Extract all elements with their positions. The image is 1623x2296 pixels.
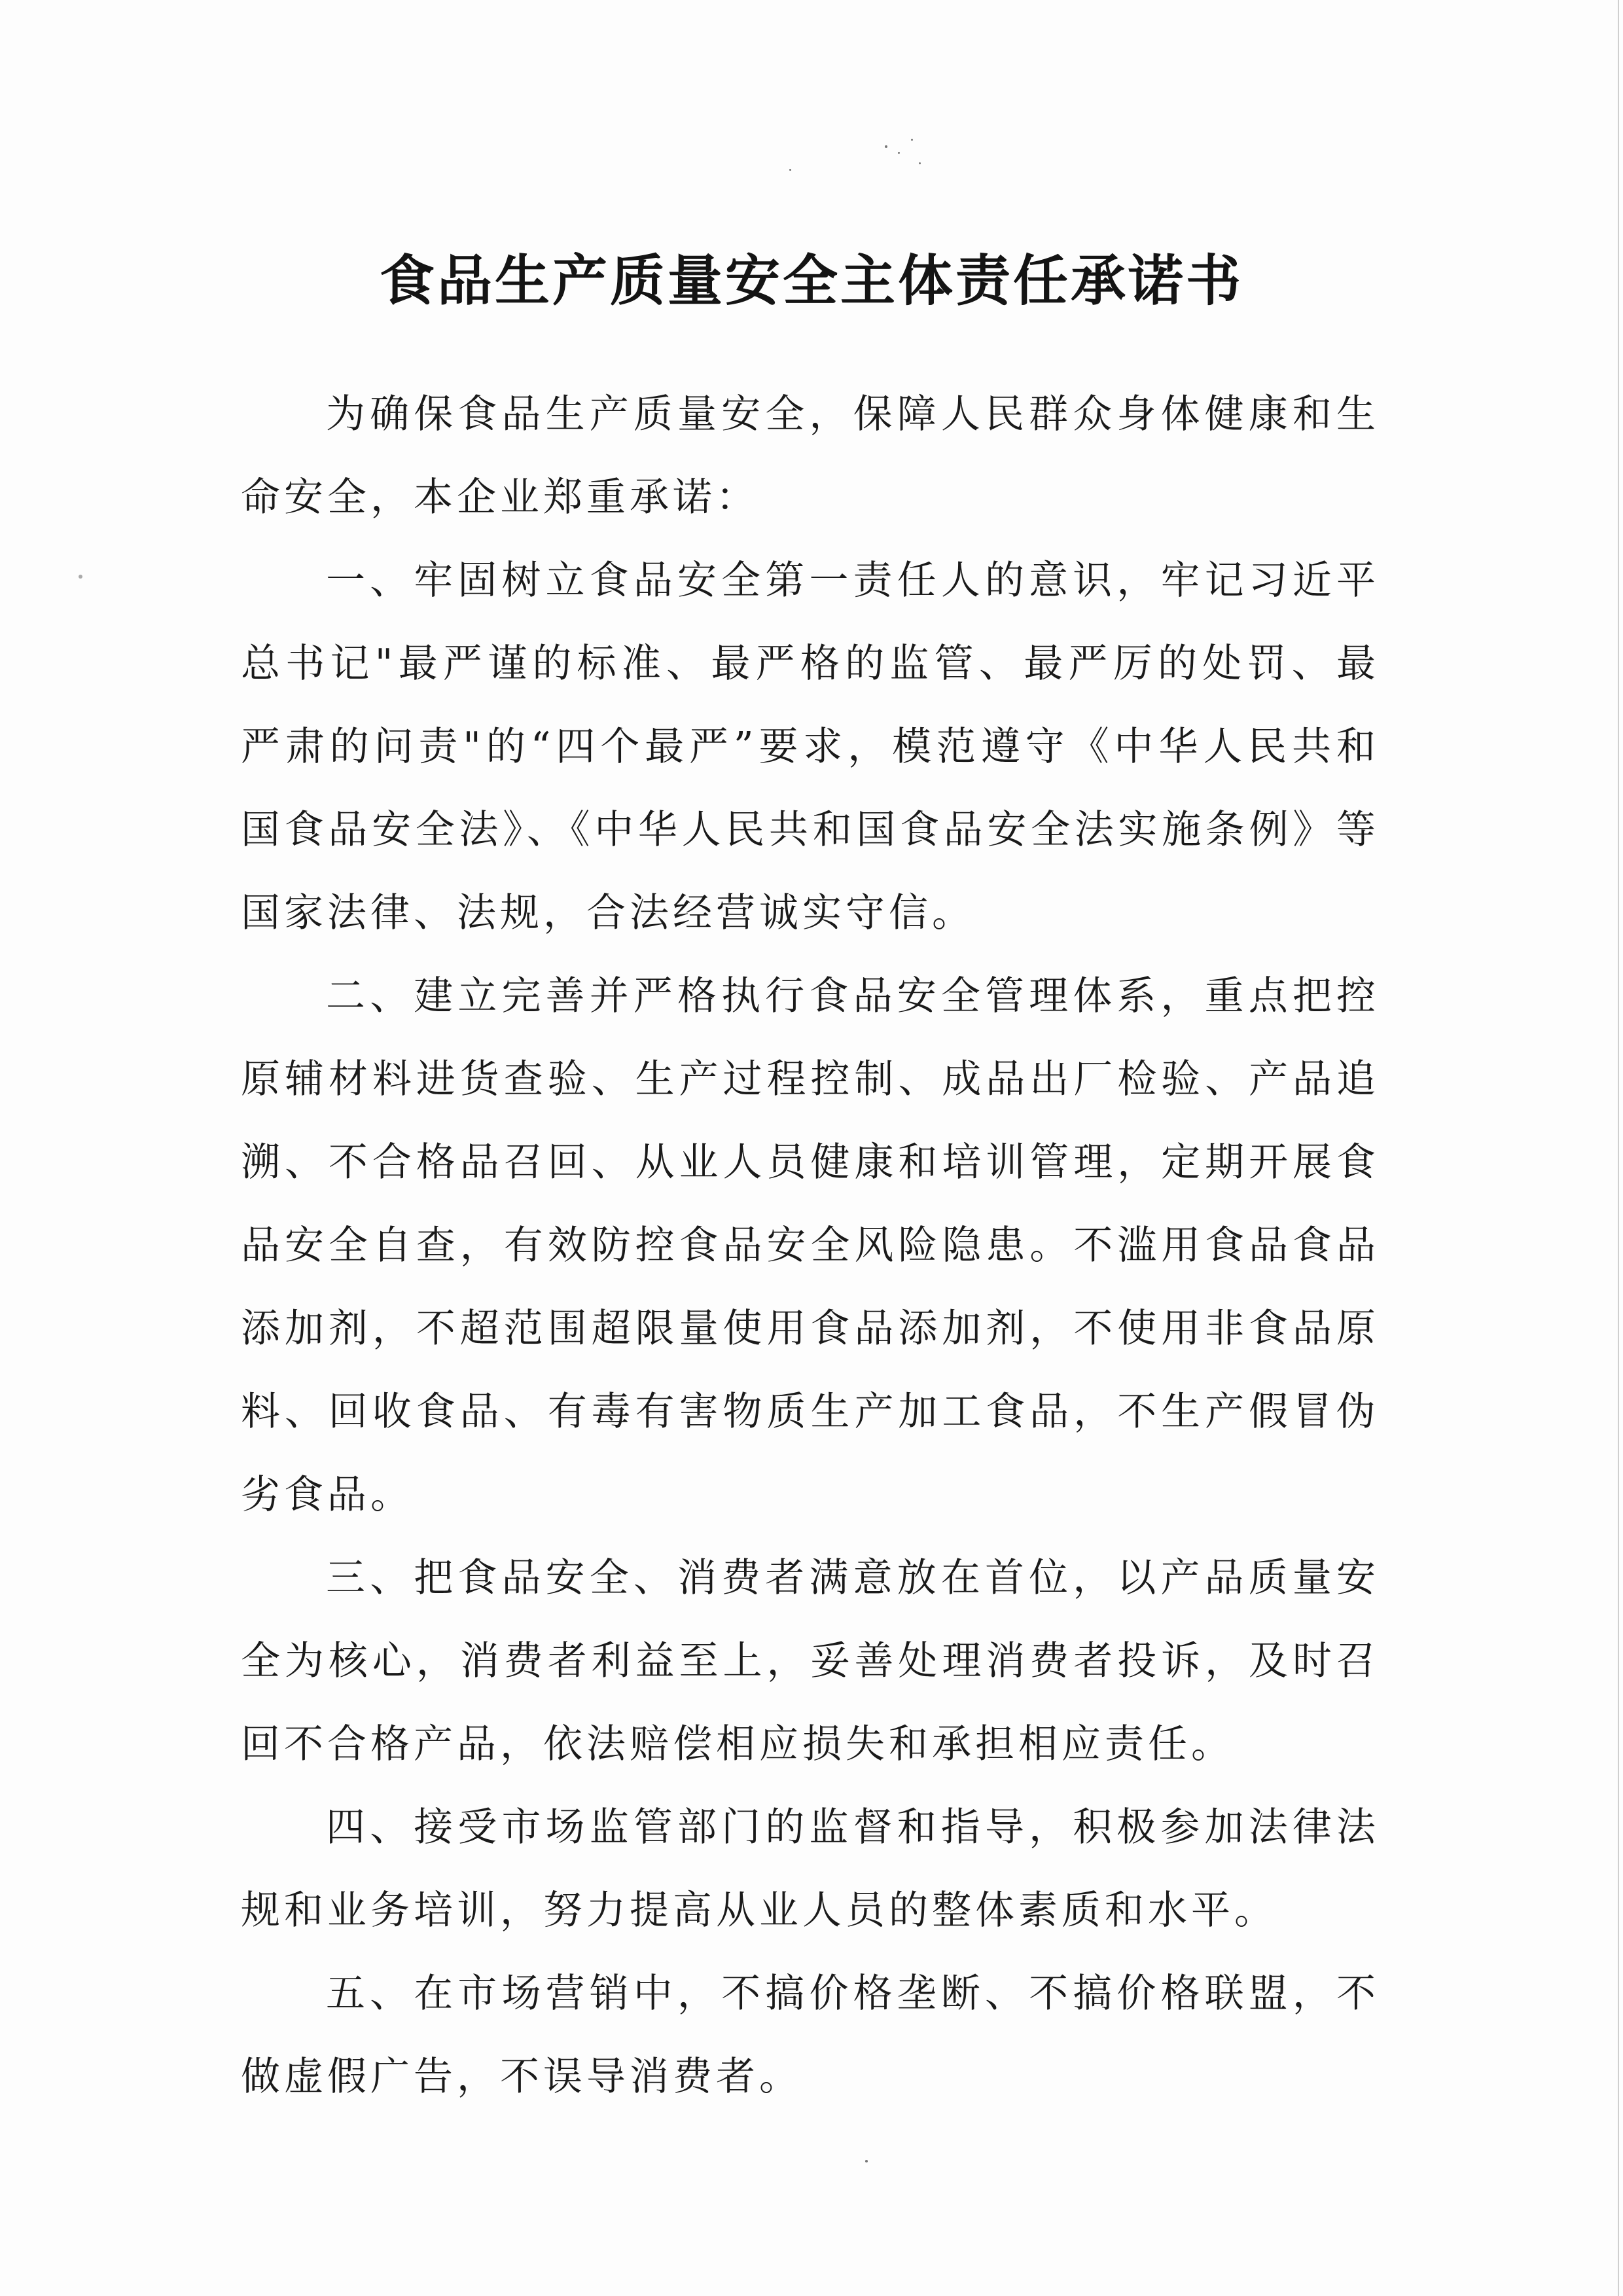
scan-speck [919, 162, 921, 164]
document-title: 食品生产质量安全主体责任承诺书 [379, 249, 1243, 314]
scan-speck [911, 139, 913, 141]
scan-speck [79, 575, 82, 579]
scan-speck [865, 2160, 868, 2162]
commitment-paragraph-4: 四、接受市场监管部门的监督和指导，积极参加法律法规和业务培训，努力提高从业人员的整体素质和水平。 [241, 1804, 1380, 1933]
scan-speck [789, 169, 791, 171]
scan-edge-line [1618, 0, 1619, 2296]
document-body [241, 373, 1380, 2119]
commitment-paragraph-1: 一、牢固树立食品安全第一责任人的意识，牢记习近平总书记"最严谨的标准、最严格的监管、最严厉的处罚、最严肃的问责"的“四个最严”要求，模范遵守《中华人民共和国食品安全法》、《中华人民共和国食品安全法实施条例》等国家法律、法规，合法经营诚实守信。 [241, 558, 1380, 936]
intro-paragraph: 为确保食品生产质量安全，保障人民群众身体健康和生命安全，本企业郑重承诺： [241, 391, 1380, 520]
commitment-paragraph-3: 三、把食品安全、消费者满意放在首位，以产品质量安全为核心，消费者利益至上，妥善处理消费者投诉，及时召回不合格产品，依法赔偿相应损失和承担相应责任。 [241, 1555, 1380, 1767]
scan-speck [898, 152, 900, 154]
scan-speck [885, 145, 887, 148]
commitment-paragraph-2: 二、建立完善并严格执行食品安全管理体系，重点把控原辅材料进货查验、生产过程控制、成品出厂检验、产品追溯、不合格品召回、从业人员健康和培训管理，定期开展食品安全自查，有效防控食品安全风险隐患。不滥用食品食品添加剂，不超范围超限量使用食品添加剂，不使用非食品原料、回收食品、有毒有害物质生产加工食品，不生产假冒伪劣食品。 [241, 973, 1380, 1518]
commitment-paragraph-5: 五、在市场营销中，不搞价格垄断、不搞价格联盟，不做虚假广告，不误导消费者。 [241, 1971, 1380, 2100]
